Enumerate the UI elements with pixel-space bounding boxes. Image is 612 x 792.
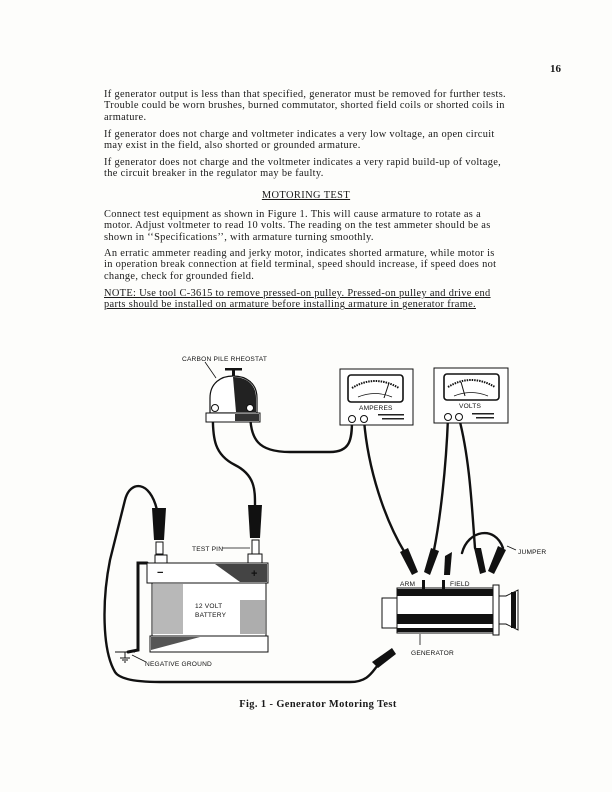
text-line: NOTE: Use tool C-3615 to remove pressed-on pulley. Pressed-on pulley and drive end [104,288,491,299]
wire-voltmeter-to-frame [459,418,475,548]
battery-label-line2: BATTERY [195,612,227,619]
jumper-label: JUMPER [518,549,547,556]
wire-voltmeter-to-arm [434,418,448,550]
page-number: 16 [550,63,561,75]
battery-negative-sign: − [157,567,164,579]
negative-ground-label: NEGATIVE GROUND [145,661,212,668]
text-line: If generator output is less than that specified, generator must be removed for further tests. [104,89,506,100]
generator [382,580,518,635]
wire-ammeter-to-arm [364,420,405,553]
text-line: may exist in the field, also shorted or grounded armature. [104,140,361,152]
text-line: If generator does not charge and voltmeter indicates a very low voltage, an open circuit [104,129,495,140]
text-line: Connect test equipment as shown in Figure 1. This will cause armature to rotate as a [104,209,481,220]
battery-positive-sign: + [251,568,258,580]
ammeter-label: AMPERES [359,405,393,412]
battery-label-line1: 12 VOLT [195,603,223,610]
text-line: An erratic ammeter reading and jerky motor, indicates shorted armature, while motor is [104,248,495,259]
test-pin-label: TEST PIN [192,546,224,553]
text-line: motor. Adjust voltmeter to read 10 volts. The reading on the test ammeter should be as [104,220,491,232]
text-line: in operation break connection at field terminal, speed should increase, if speed does not [104,259,497,271]
text-line: change, check for grounded field. [104,270,255,282]
ground-strap [128,563,147,652]
ammeter [340,369,413,425]
ground-symbol-icon [115,652,135,662]
section-heading-text: MOTORING TEST [261,190,351,201]
text-line: armature. [104,111,147,123]
voltmeter-label: VOLTS [459,403,482,410]
wire-rheostat-to-ammeter [250,410,352,452]
field-terminal-label: FIELD [450,581,470,588]
text-line: shown in ‘‘Specifications’’, with armature turning smoothly. [104,231,374,243]
text-line: parts should be installed on armature before installing armature in generator frame. [104,299,476,311]
figure-caption: Fig. 1 - Generator Motoring Test [239,699,397,710]
wire-rheostat-to-battery [213,410,255,505]
text-line: If generator does not charge and the voltmeter indicates a very rapid build-up of voltage, [104,157,502,168]
text-line: the circuit breaker in the regulator may be faulty. [104,168,324,180]
carbon-pile-rheostat [205,362,260,422]
generator-label: GENERATOR [411,650,454,657]
text-line: Trouble could be worn brushes, burned commutator, shorted field coils or shorted coils in [104,100,505,112]
rheostat-label: CARBON PILE RHEOSTAT [182,356,268,363]
voltmeter [434,368,508,423]
arm-terminal-label: ARM [400,581,416,588]
